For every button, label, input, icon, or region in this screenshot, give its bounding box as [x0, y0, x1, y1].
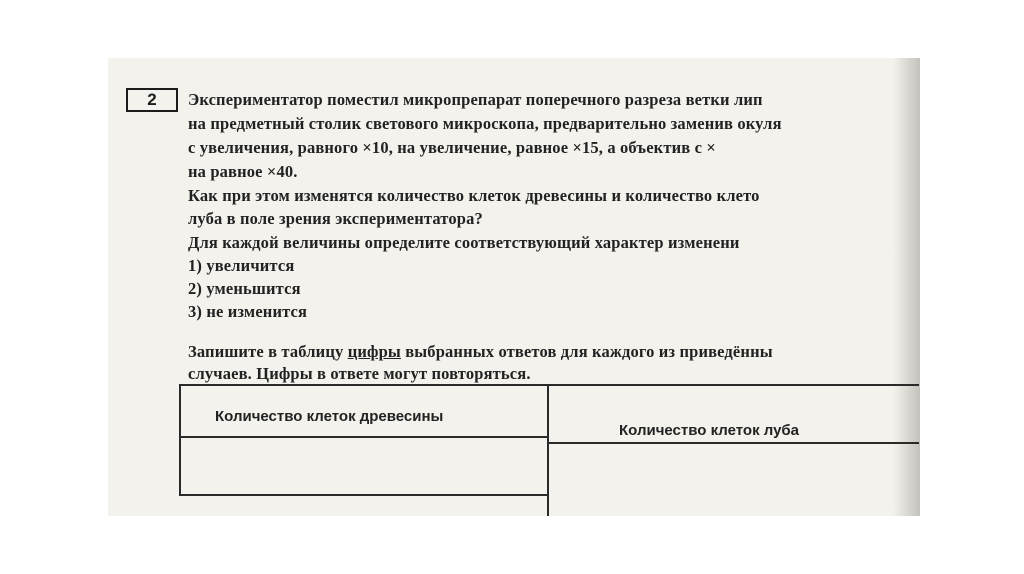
task-text-line-4: на равное ×40. [188, 162, 298, 181]
option-increase: 1) увеличится [188, 256, 295, 275]
question-line-1: Как при этом изменятся количество клеток древесины и количество клето [188, 186, 760, 205]
answer-instruction-line-1 [188, 342, 773, 362]
answer-cell-phloem[interactable] [551, 446, 917, 514]
table-header-divider-right [549, 442, 919, 444]
header-wood-cells: Количество клеток древесины [215, 408, 444, 425]
table-top-border [179, 384, 919, 386]
table-bottom-border [179, 494, 549, 496]
instruction-text-end: выбранных ответов для каждого из приведённы [400, 342, 773, 361]
instruction-text-start: Запишите в таблицу [188, 342, 348, 361]
table-column-divider [547, 384, 549, 516]
task-text-line-1: Экспериментатор поместил микропрепарат поперечного разреза ветки лип [188, 90, 763, 109]
table-header-divider-left [179, 436, 549, 438]
option-unchanged: 3) не изменится [188, 302, 308, 321]
instruction-emphasis: цифры [347, 342, 401, 361]
option-decrease: 2) уменьшится [188, 279, 301, 298]
question-line-2: луба в поле зрения экспериментатора? [188, 209, 483, 228]
task-number-box: 2 [126, 88, 178, 112]
answer-instruction-line-2: случаев. Цифры в ответе могут повторяться. [188, 364, 531, 383]
header-phloem-cells: Количество клеток луба [619, 422, 800, 439]
task-text-line-2: на предметный столик светового микроскопа, предварительно заменив окуля [188, 114, 782, 133]
task-text-line-3: с увеличения, равного ×10, на увеличение, равное ×15, а объектив с × [188, 138, 716, 157]
answer-cell-wood[interactable] [183, 440, 545, 492]
instruction-change-line: Для каждой величины определите соответствующий характер изменени [188, 233, 740, 252]
answer-table [179, 384, 919, 516]
table-left-border [179, 384, 181, 495]
